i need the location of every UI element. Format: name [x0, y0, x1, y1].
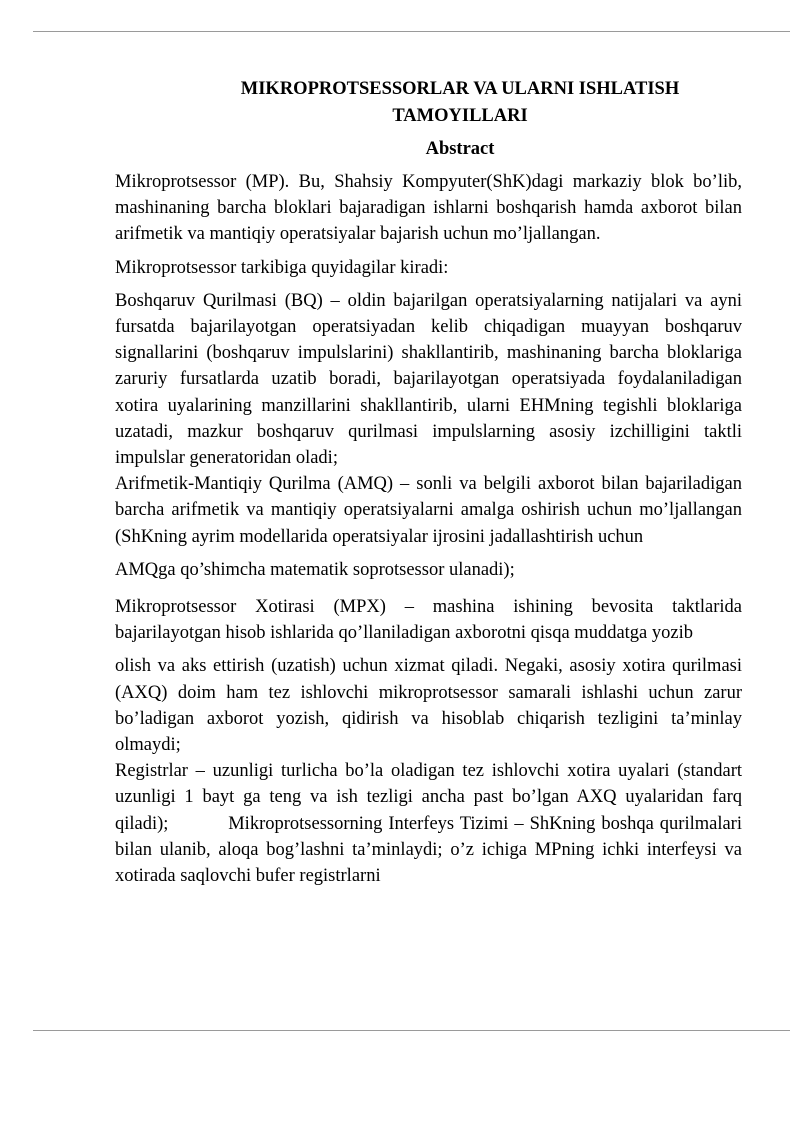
- page-top-rule: [33, 31, 790, 32]
- paragraph-mp-memory: Mikroprotsessor Xotirasi (MPX) – mashina ishining bevosita taktlarida bajarilayotgan hisob ishlarida qo’llaniladigan axborotni qisqa muddatga yozib: [115, 597, 742, 644]
- page-bottom-rule: [33, 1030, 790, 1031]
- paragraph-mp-components-intro: Mikroprotsessor tarkibiga quyidagilar kiradi:: [115, 257, 449, 278]
- paragraph-registers-interface: Registrlar – uzunligi turlicha bo’la oladigan tez ishlovchi xotira uyalari (standart uzunligi 1 bayt ga teng va ish tezligi ancha past bo’lgan AXQ uyalaridan farq qiladi); Mikroprotsessorning Interfeys Tizimi – ShKning boshqa qurilmalari bilan ulanib, aloqa bog’lashni ta’minlaydi; o’z ichiga MPning ichki interfeysi va xotirada saqlovchi bufer registrlarni: [115, 761, 747, 887]
- paragraph-mp-definition: Mikroprotsessor (MP). Bu, Shahsiy Kompyuter(ShK)dagi markaziy blok bo’lib, mashinaning barcha bloklari bajaradigan ishlarni boshqarish hamda axborot bilan arifmetik va mantiqiy operatsiyalar bajarish uchun mo’ljallangan.: [115, 172, 742, 245]
- document-page: [115, 76, 747, 889]
- paragraph-alu-coprocessor: AMQga qo’shimcha matematik soprotsessor ulanadi);: [115, 559, 515, 580]
- paragraph-mp-memory-cont: olish va aks ettirish (uzatish) uchun xizmat qiladi. Negaki, asosiy xotira qurilmasi (AXQ) doim ham tez ishlovchi mikroprotsessor samarali ishlashi uchun zarur bo’ladigan axborot yozish, qidirish va hisoblab chiqarish tezligini ta’minlay olmaydi;: [115, 656, 742, 756]
- paragraph-control-unit: Boshqaruv Qurilmasi (BQ) – oldin bajarilgan operatsiyalarning natijalari va ayni fursatda bajarilayotgan operatsiyadan kelib chiqadigan muayyan boshqaruv signallarini (boshqaruv impulslarini) shakllantirib, mashinaning barcha bloklariga zaruriy fursatlarda uzatib boradi, bajarilayotgan operatsiyada foydalaniladigan xotira uyalarining manzillarini shakllantirib, ularni EHMning tegishli bloklariga uzatadi, mazkur boshqaruv qurilmasi impulslarning asosiy izchilligini taktli impulslar generatoridan oladi;: [115, 290, 742, 469]
- document-title: MIKROPROTSESSORLAR VA ULARNI ISHLATISH TAMOYILLARI: [240, 79, 680, 126]
- abstract-heading: Abstract: [425, 139, 495, 159]
- paragraph-alu: Arifmetik-Mantiqiy Qurilma (AMQ) – sonli va belgili axborot bilan bajariladigan barcha arifmetik va mantiqiy operatsiyalarni amalga oshirish uchun mo’ljallangan (ShKning ayrim modellarida operatsiyalar ijrosini jadallashtirish uchun: [115, 474, 742, 547]
